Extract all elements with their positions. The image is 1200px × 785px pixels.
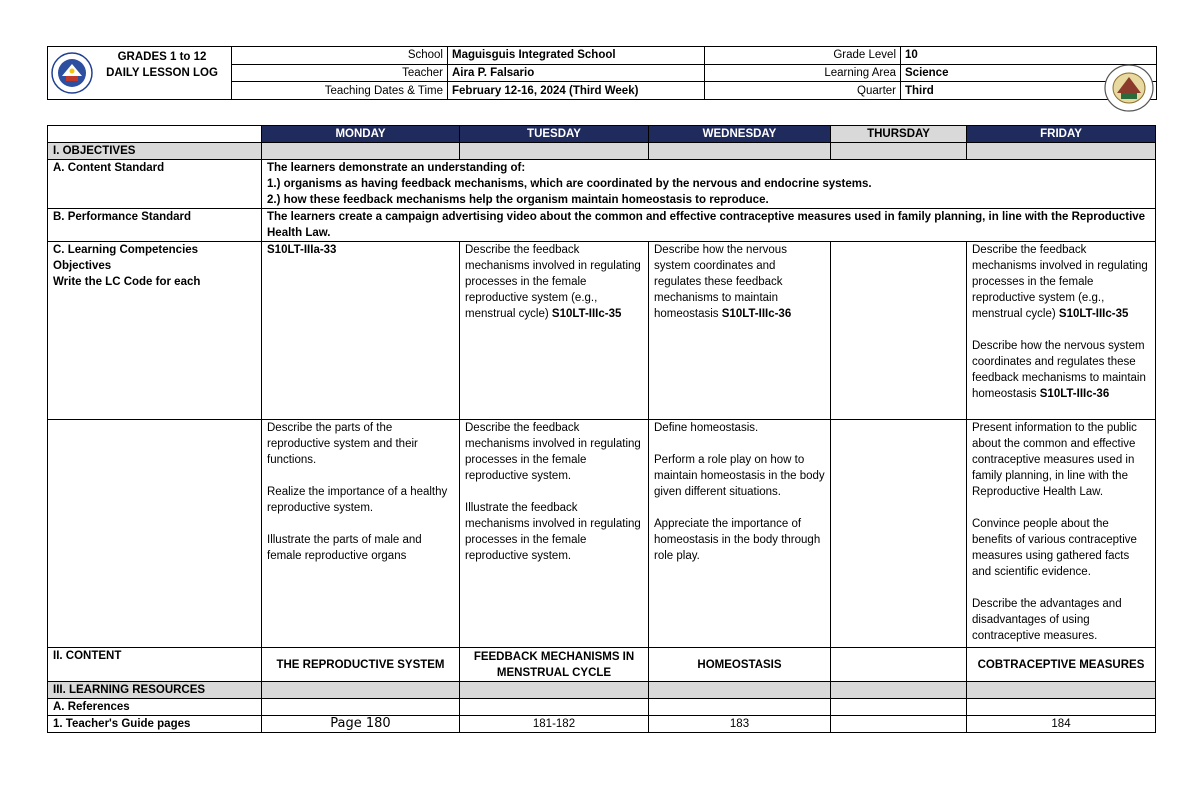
- teacher-label: Teacher: [232, 64, 448, 82]
- lc-friday-text-2: Describe how the nervous system coordinates and regulates these feedback mechanisms to maintain homeostasis: [972, 340, 1146, 400]
- grade-level-label: Grade Level: [705, 47, 901, 64]
- lc-wednesday-text: Describe how the nervous system coordinates and regulates these feedback mechanisms to maintain homeostasis: [654, 244, 787, 320]
- obj-tuesday-2: Illustrate the feedback mechanisms involved in regulating processes in the female reproductive system.: [465, 502, 641, 562]
- content-standard-line-2: 1.) organisms as having feedback mechanisms, which are coordinated by the nervous and endocrine systems.: [267, 178, 872, 190]
- obj-monday-1: Describe the parts of the reproductive system and their functions.: [267, 422, 418, 466]
- lc-monday: S10LT-IIIa-33: [262, 242, 460, 420]
- content-friday: COBTRACEPTIVE MEASURES: [967, 648, 1156, 682]
- gray-cell: [262, 143, 460, 160]
- obj-monday-3: Illustrate the parts of male and female reproductive organs: [267, 534, 422, 562]
- lc-friday-code-2: S10LT-IIIc-36: [1039, 388, 1110, 400]
- obj-wednesday-3: Appreciate the importance of homeostasis in the body through role play.: [654, 518, 821, 562]
- day-header-thursday: THURSDAY: [831, 126, 967, 143]
- tg-wednesday: 183: [649, 716, 831, 733]
- lc-tuesday-text: Describe the feedback mechanisms involved in regulating processes in the female reproductive system (e.g., menstrual cycle): [465, 244, 641, 320]
- gray-cell: [967, 143, 1156, 160]
- school-seal-icon: [1103, 63, 1155, 113]
- teaching-dates-label: Teaching Dates & Time: [232, 82, 448, 99]
- content-standard-text: [262, 160, 1156, 209]
- obj-friday: [967, 420, 1156, 648]
- empty-cell: [262, 699, 460, 716]
- tg-monday: Page 180: [262, 716, 460, 733]
- tg-thursday: [831, 716, 967, 733]
- day-header-wednesday: WEDNESDAY: [649, 126, 831, 143]
- empty-cell: [460, 699, 649, 716]
- day-header-monday: MONDAY: [262, 126, 460, 143]
- day-header-tuesday: TUESDAY: [460, 126, 649, 143]
- lc-tuesday-code: S10LT-IIIc-35: [551, 308, 622, 320]
- dll-title: [94, 47, 230, 99]
- gray-cell: [262, 682, 460, 699]
- performance-standard-text: The learners create a campaign advertising video about the common and effective contraceptive measures used in family planning, in line with the Reproductive Health Law.: [262, 209, 1156, 242]
- gray-cell: [460, 682, 649, 699]
- grade-level-value: 10: [901, 47, 1157, 64]
- lc-wednesday: [649, 242, 831, 420]
- obj-friday-3: Describe the advantages and disadvantages of using contraceptive measures.: [972, 598, 1122, 642]
- teachers-guide-label: 1. Teacher's Guide pages: [48, 716, 262, 733]
- gray-cell: [831, 143, 967, 160]
- learning-resources-heading: III. LEARNING RESOURCES: [48, 682, 262, 699]
- tg-friday: 184: [967, 716, 1156, 733]
- content-standard-label: A. Content Standard: [48, 160, 262, 209]
- obj-tuesday: [460, 420, 649, 648]
- corner-cell: [48, 126, 262, 143]
- content-thursday: [831, 648, 967, 682]
- content-monday: THE REPRODUCTIVE SYSTEM: [262, 648, 460, 682]
- lc-friday: [967, 242, 1156, 420]
- content-tuesday: FEEDBACK MECHANISMS IN MENSTRUAL CYCLE: [460, 648, 649, 682]
- content-standard-line-1: The learners demonstrate an understanding of:: [267, 162, 526, 174]
- title-line-1: GRADES 1 to 12: [117, 51, 207, 63]
- obj-friday-2: Convince people about the benefits of various contraceptive measures using gathered facts and scientific evidence.: [972, 518, 1137, 578]
- teacher-value: Aira P. Falsario: [448, 64, 705, 82]
- objectives-heading: I. OBJECTIVES: [48, 143, 262, 160]
- empty-cell: [967, 699, 1156, 716]
- gray-cell: [460, 143, 649, 160]
- deped-seal-icon: [51, 52, 93, 94]
- dll-header: [47, 46, 1157, 100]
- objectives-spacer: [48, 420, 262, 648]
- lc-label-line-3: Write the LC Code for each: [53, 276, 201, 288]
- gray-cell: [649, 682, 831, 699]
- content-wednesday: HOMEOSTASIS: [649, 648, 831, 682]
- content-standard-line-3: 2.) how these feedback mechanisms help the organism maintain homeostasis to reproduce.: [267, 194, 769, 206]
- empty-cell: [649, 699, 831, 716]
- lc-tuesday: [460, 242, 649, 420]
- learning-competencies-label: [48, 242, 262, 420]
- gray-cell: [831, 682, 967, 699]
- lesson-log-table: [47, 125, 1156, 733]
- empty-cell: [831, 699, 967, 716]
- obj-wednesday-1: Define homeostasis.: [654, 422, 759, 434]
- learning-area-label: Learning Area: [705, 64, 901, 82]
- lc-label-line-2: Objectives: [53, 260, 112, 272]
- obj-monday: [262, 420, 460, 648]
- obj-thursday: [831, 420, 967, 648]
- obj-monday-2: Realize the importance of a healthy reproductive system.: [267, 486, 448, 514]
- obj-wednesday-2: Perform a role play on how to maintain homeostasis in the body given different situations.: [654, 454, 825, 498]
- gray-cell: [967, 682, 1156, 699]
- lc-thursday: [831, 242, 967, 420]
- gray-cell: [649, 143, 831, 160]
- title-line-2: DAILY LESSON LOG: [106, 67, 218, 79]
- obj-tuesday-1: Describe the feedback mechanisms involved in regulating processes in the female reproductive system.: [465, 422, 641, 482]
- lc-friday-text-1: Describe the feedback mechanisms involved in regulating processes in the female reproductive system (e.g., menstrual cycle): [972, 244, 1148, 320]
- quarter-value: Third: [901, 82, 1157, 99]
- tg-tuesday: 181-182: [460, 716, 649, 733]
- lc-friday-code-1: S10LT-IIIc-35: [1058, 308, 1129, 320]
- lc-label-line-1: C. Learning Competencies: [53, 244, 199, 256]
- lc-wednesday-code: S10LT-IIIc-36: [721, 308, 792, 320]
- content-label: II. CONTENT: [48, 648, 262, 682]
- learning-area-value: Science: [901, 64, 1157, 82]
- obj-friday-1: Present information to the public about the common and effective contraceptive measures used in family planning, in line with the Reproductive Health Law.: [972, 422, 1137, 498]
- teaching-dates-value: February 12-16, 2024 (Third Week): [448, 82, 705, 99]
- header-info-table: [231, 47, 1157, 99]
- school-label: School: [232, 47, 448, 64]
- quarter-label: Quarter: [705, 82, 901, 99]
- day-header-friday: FRIDAY: [967, 126, 1156, 143]
- performance-standard-label: B. Performance Standard: [48, 209, 262, 242]
- school-value: Maguisguis Integrated School: [448, 47, 705, 64]
- references-label: A. References: [48, 699, 262, 716]
- obj-wednesday: [649, 420, 831, 648]
